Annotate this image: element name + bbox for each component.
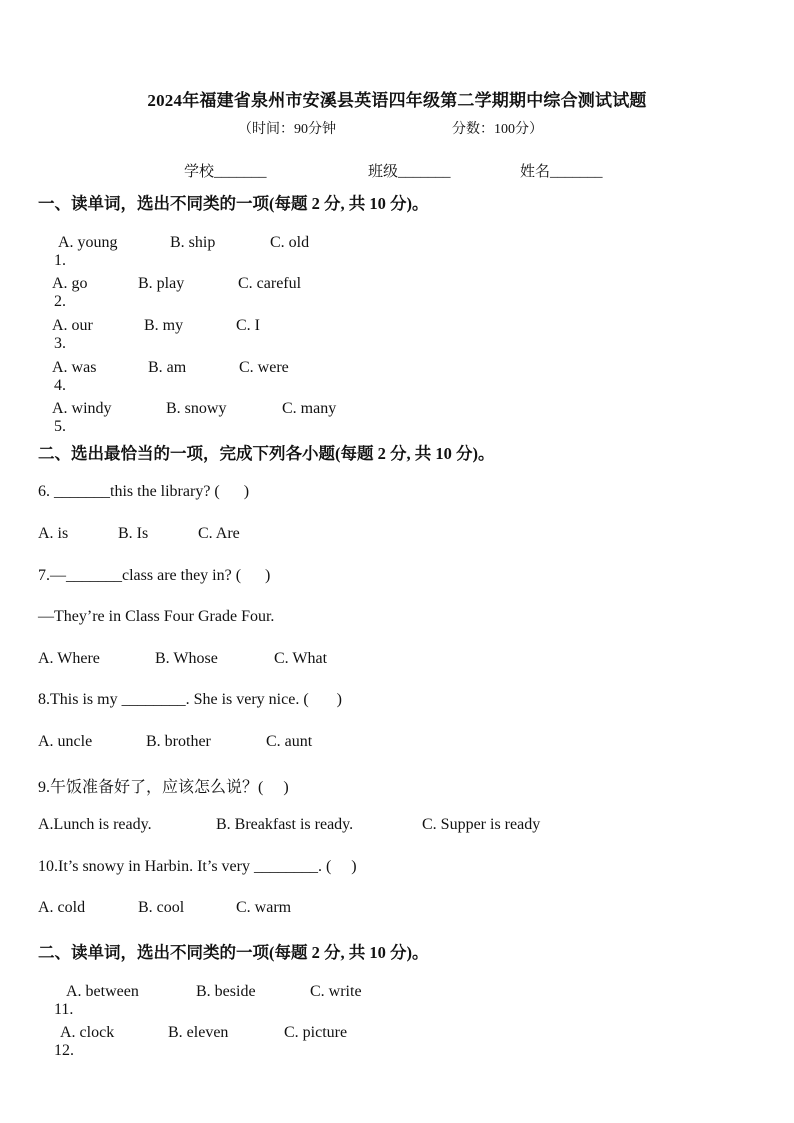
option-a[interactable]: A. young [58,234,118,251]
school-field[interactable]: 学校_______ [184,164,267,180]
class-field[interactable]: 班级_______ [368,164,451,180]
question-number: 1. [54,252,70,269]
option-b[interactable]: B. Breakfast is ready. [216,816,354,833]
question-7-answer: —They’re in Class Four Grade Four. [38,608,275,625]
section-heading-1: 一、读单词，选出不同类的一项(每题 2 分, 共 10 分)。 [38,194,429,213]
option-b[interactable]: B. ship [170,234,216,251]
option-a[interactable]: A. clock [60,1024,115,1041]
question-number: 12. [54,1042,74,1059]
question-number: 11. [54,1001,78,1018]
option-a[interactable]: A. windy [52,400,112,417]
question-9-stem: 9.午饭准备好了，应该怎么说？( ) [38,779,289,796]
option-c[interactable]: C. aunt [266,733,313,750]
option-b[interactable]: B. am [148,359,187,376]
option-c[interactable]: C. Are [198,525,240,542]
question-number: 5. [54,418,66,435]
option-a[interactable]: A.Lunch is ready. [38,816,152,833]
option-c[interactable]: C. picture [284,1024,348,1041]
option-a[interactable]: A. is [38,525,69,542]
option-c[interactable]: C. warm [236,899,292,916]
question-number: 3. [54,335,66,352]
question-7-stem: 7.—_______class are they in? ( ) [38,567,271,584]
section-heading-3: 二、读单词，选出不同类的一项(每题 2 分, 共 10 分)。 [38,943,429,962]
option-a[interactable]: A. was [52,359,97,376]
total-score: 分数：100分） [452,122,543,137]
option-b[interactable]: B. eleven [168,1024,229,1041]
option-c[interactable]: C. were [239,359,289,376]
option-b[interactable]: B. beside [196,983,256,1000]
option-b[interactable]: B. play [138,275,185,292]
time-limit: （时间：90分钟 [238,122,336,137]
question-8-stem: 8.This is my ________. She is very nice. ( ) [38,691,342,708]
option-b[interactable]: B. Whose [155,650,218,667]
option-c[interactable]: C. I [236,317,260,334]
option-c[interactable]: C. write [310,983,362,1000]
option-a[interactable]: A. our [52,317,93,334]
question-number: 2. [54,293,66,310]
option-a[interactable]: A. uncle [38,733,93,750]
option-b[interactable]: B. brother [146,733,211,750]
option-c[interactable]: C. careful [238,275,302,292]
exam-title: 2024年福建省泉州市安溪县英语四年级第二学期期中综合测试试题 [147,91,647,110]
option-c[interactable]: C. What [274,650,328,667]
option-a[interactable]: A. between [66,983,139,1000]
name-field[interactable]: 姓名_______ [520,164,603,180]
question-10-stem: 10.It’s snowy in Harbin. It’s very ________. ( ) [38,858,357,875]
option-b[interactable]: B. Is [118,525,149,542]
option-c[interactable]: C. Supper is ready [422,816,541,833]
option-c[interactable]: C. many [282,400,337,417]
section-heading-2: 二、选出最恰当的一项，完成下列各小题(每题 2 分, 共 10 分)。 [38,444,495,463]
option-c[interactable]: C. old [270,234,310,251]
question-6-stem: 6. _______this the library? ( ) [38,483,250,500]
option-a[interactable]: A. cold [38,899,86,916]
option-b[interactable]: B. snowy [166,400,227,417]
option-a[interactable]: A. Where [38,650,100,667]
option-b[interactable]: B. cool [138,899,185,916]
option-a[interactable]: A. go [52,275,88,292]
question-number: 4. [54,377,66,394]
option-b[interactable]: B. my [144,317,184,334]
